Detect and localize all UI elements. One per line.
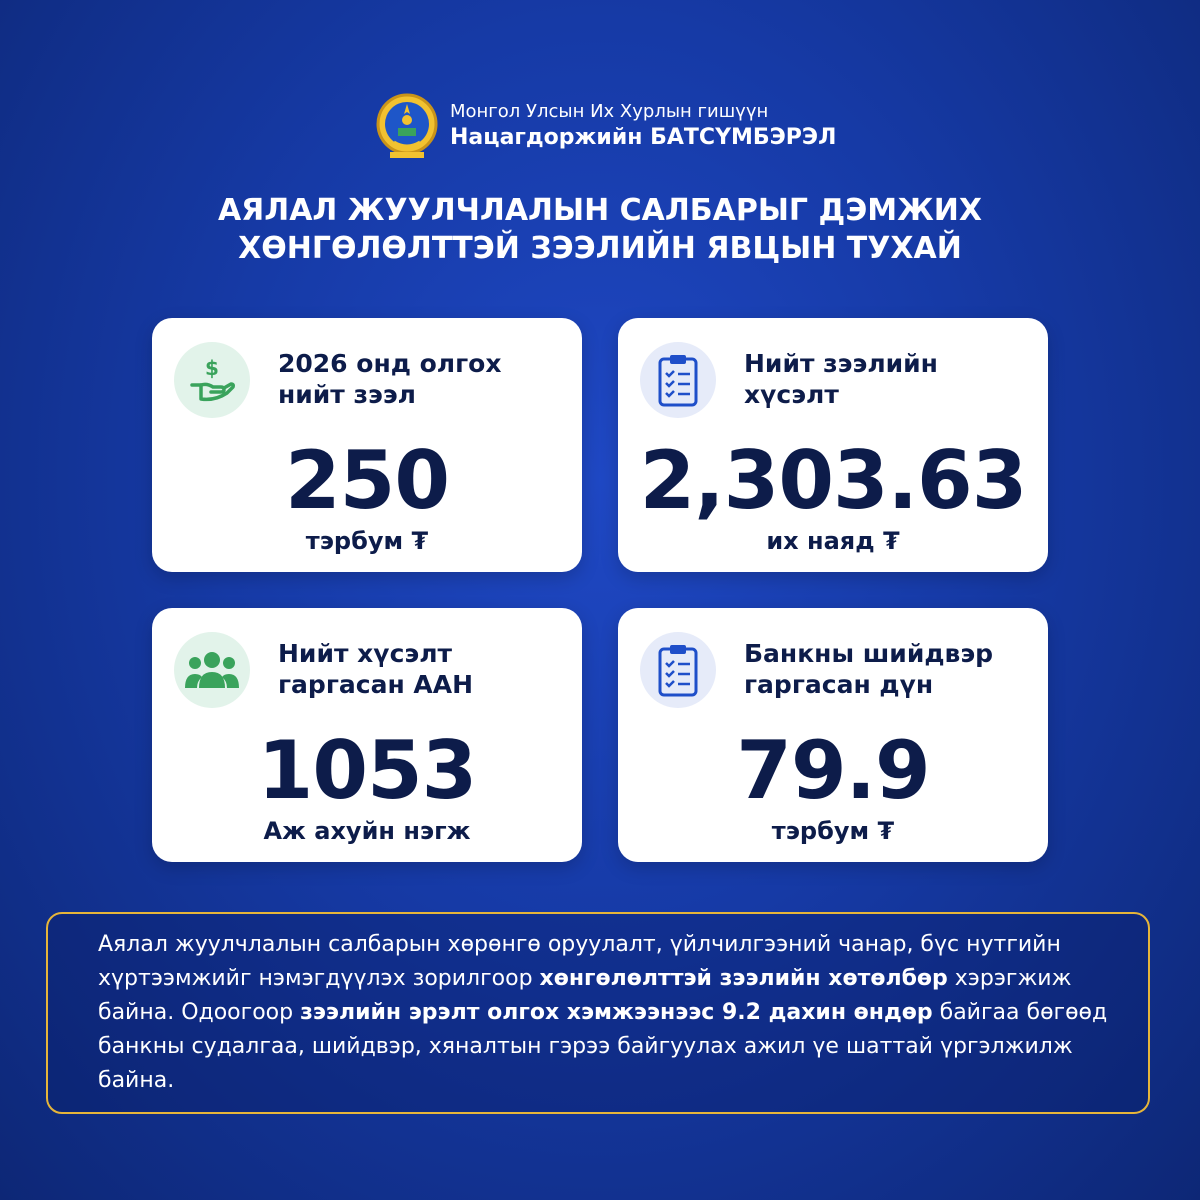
money-hand-icon (174, 342, 250, 418)
page-title (0, 192, 1200, 268)
clipboard-checklist-icon (640, 342, 716, 418)
stat-card-applicants (152, 608, 582, 862)
header-text (450, 100, 836, 152)
stat-card-total-requests (618, 318, 1048, 572)
people-group-icon (174, 632, 250, 708)
card-unit: их наяд ₮ (766, 527, 900, 555)
summary-note-text: Аялал жуулчлалын салбарын хөрөнгө оруулалт, үйлчилгээний чанар, бүс нутгийн хүртээмжийг нэмэгдүүлэх зорилгоор хөнгөлөлттэй зээлийн хөтөлбөр хэрэгжиж байна. Одоогоор зээлийн эрэлт олгох хэмжээнээс 9.2 дахин өндөр байгаа бөгөөд банкны судалгаа, шийдвэр, хяналтын гэрээ байгуулах ажил үе шаттай үргэлжилж байна. (98, 932, 1108, 1093)
clipboard-checklist-icon (640, 632, 716, 708)
card-unit: тэрбум ₮ (771, 817, 895, 845)
header-subtitle: Монгол Улсын Их Хурлын гишүүн (450, 101, 769, 122)
card-value: 79.9 (736, 724, 930, 817)
summary-note (46, 912, 1150, 1114)
svg-text:$: $ (205, 356, 219, 380)
card-label: Нийт хүсэлт гаргасан ААН (278, 639, 474, 699)
card-label: Банкны шийдвэр гаргасан дүн (744, 639, 994, 699)
card-label: 2026 онд олгох нийт зээл (278, 349, 502, 409)
header (376, 90, 836, 162)
card-value: 2,303.63 (639, 434, 1027, 527)
page-title-line1: АЯЛАЛ ЖУУЛЧЛАЛЫН САЛБАРЫГ ДЭМЖИХ (217, 193, 983, 228)
state-emblem-icon (376, 90, 438, 162)
card-unit: Аж ахуйн нэгж (263, 817, 471, 845)
highlight-demand: зээлийн эрэлт олгох хэмжээнээс 9.2 дахин өндөр (300, 1000, 933, 1025)
card-value: 250 (285, 434, 449, 527)
card-value: 1053 (257, 724, 477, 817)
stat-card-bank-decision (618, 608, 1048, 862)
stat-card-total-loan (152, 318, 582, 572)
page-title-line2: ХӨНГӨЛӨЛТТЭЙ ЗЭЭЛИЙН ЯВЦЫН ТУХАЙ (238, 231, 962, 266)
header-name: Нацагдоржийн БАТСҮМБЭРЭЛ (450, 125, 837, 150)
highlight-program: хөнгөлөлттэй зээлийн хөтөлбөр (539, 966, 948, 991)
card-label: Нийт зээлийн хүсэлт (744, 349, 938, 409)
card-unit: тэрбум ₮ (305, 527, 429, 555)
